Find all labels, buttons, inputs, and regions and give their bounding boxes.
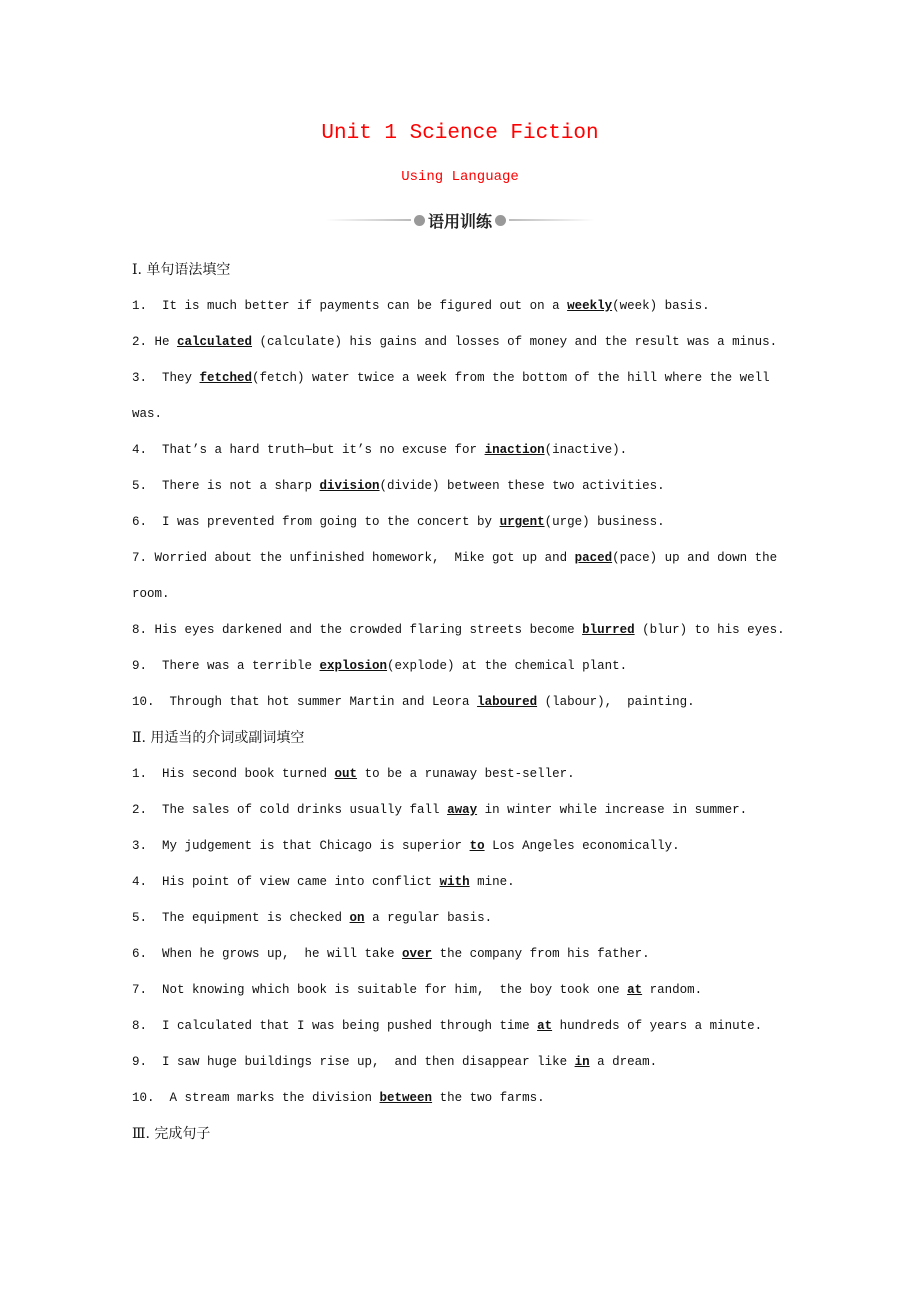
exercise-item xyxy=(132,360,792,432)
exercise-item xyxy=(132,792,792,828)
answer-text: to xyxy=(469,839,485,853)
page-title: Unit 1 Science Fiction xyxy=(321,122,599,145)
question-text: 4. His point of view came into conflict xyxy=(132,875,440,889)
answer-text: weekly xyxy=(567,299,613,313)
exercise-item xyxy=(132,864,792,900)
exercise-item xyxy=(132,1080,792,1116)
bullet-dot-icon xyxy=(414,215,425,226)
exercise-body xyxy=(132,252,792,1152)
exercise-item xyxy=(132,288,792,324)
answer-text: between xyxy=(379,1091,433,1105)
question-text: in winter while increase in summer. xyxy=(477,803,748,817)
section-heading: Ⅰ. 单句语法填空 xyxy=(132,262,231,278)
question-text: 10. Through that hot summer Martin and Leora xyxy=(132,695,478,709)
answer-text: away xyxy=(447,803,478,817)
question-text: 3. My judgement is that Chicago is superior xyxy=(132,839,470,853)
divider-right xyxy=(509,219,595,221)
question-text: a regular basis. xyxy=(364,911,493,925)
section-heading: Ⅲ. 完成句子 xyxy=(132,1126,211,1142)
answer-text: inaction xyxy=(484,443,545,457)
question-text: 9. There was a terrible xyxy=(132,659,320,673)
question-text: 2. He xyxy=(132,335,178,349)
question-text: 1. His second book turned xyxy=(132,767,335,781)
answer-text: in xyxy=(574,1055,590,1069)
question-text: (divide) between these two activities. xyxy=(379,479,665,493)
question-text: 4. That’s a hard truth—but it’s no excuse for xyxy=(132,443,485,457)
question-text: a dream. xyxy=(589,1055,658,1069)
exercise-item xyxy=(132,900,792,936)
question-text: 10. A stream marks the division xyxy=(132,1091,380,1105)
exercise-item xyxy=(132,684,792,720)
question-text: 9. I saw huge buildings rise up, and then disappear like xyxy=(132,1055,575,1069)
question-text: (urge) business. xyxy=(544,515,665,529)
question-text: (blur) to his eyes. xyxy=(634,623,785,637)
exercise-item xyxy=(132,612,792,648)
question-text: (inactive). xyxy=(544,443,628,457)
question-text: mine. xyxy=(469,875,515,889)
question-text: (week) basis. xyxy=(612,299,710,313)
exercise-item xyxy=(132,828,792,864)
question-text: to be a runaway best-seller. xyxy=(357,767,575,781)
question-text: 8. I calculated that I was being pushed through time xyxy=(132,1019,538,1033)
exercise-item xyxy=(132,468,792,504)
page-subtitle: Using Language xyxy=(401,169,519,185)
question-text: Los Angeles economically. xyxy=(484,839,680,853)
answer-text: out xyxy=(334,767,358,781)
exercise-item xyxy=(132,756,792,792)
question-text: (fetch) water twice a week from the bottom of the hill where the well was. xyxy=(132,371,778,421)
exercise-item xyxy=(132,648,792,684)
answer-text: explosion xyxy=(319,659,388,673)
question-text: the company from his father. xyxy=(432,947,650,961)
exercise-item xyxy=(132,1008,792,1044)
exercise-item xyxy=(132,540,792,612)
question-text: 6. I was prevented from going to the concert by xyxy=(132,515,500,529)
answer-text: laboured xyxy=(477,695,538,709)
exercise-item xyxy=(132,432,792,468)
question-text: (explode) at the chemical plant. xyxy=(387,659,628,673)
exercise-item xyxy=(132,936,792,972)
answer-text: calculated xyxy=(177,335,253,349)
banner-label: 语用训练 xyxy=(428,211,493,231)
question-text: hundreds of years a minute. xyxy=(552,1019,763,1033)
section-heading: Ⅱ. 用适当的介词或副词填空 xyxy=(132,730,305,746)
exercise-item xyxy=(132,504,792,540)
answer-text: with xyxy=(439,875,470,889)
question-text: 3. They xyxy=(132,371,200,385)
question-text: 1. It is much better if payments can be figured out on a xyxy=(132,299,568,313)
question-text: (pace) up and down the room. xyxy=(132,551,785,601)
divider-left xyxy=(325,219,411,221)
question-text: 2. The sales of cold drinks usually fall xyxy=(132,803,448,817)
question-text: 5. There is not a sharp xyxy=(132,479,320,493)
question-text: (calculate) his gains and losses of money and the result was a minus. xyxy=(252,335,778,349)
answer-text: division xyxy=(319,479,380,493)
exercise-item xyxy=(132,1044,792,1080)
question-text: 7. Not knowing which book is suitable for him, the boy took one xyxy=(132,983,628,997)
answer-text: urgent xyxy=(499,515,545,529)
answer-text: on xyxy=(349,911,365,925)
question-text: 7. Worried about the unfinished homework, Mike got up and xyxy=(132,551,575,565)
answer-text: fetched xyxy=(199,371,253,385)
question-text: 5. The equipment is checked xyxy=(132,911,350,925)
section-banner xyxy=(325,208,595,232)
exercise-item xyxy=(132,324,792,360)
answer-text: at xyxy=(537,1019,553,1033)
bullet-dot-icon xyxy=(495,215,506,226)
question-text: the two farms. xyxy=(432,1091,545,1105)
answer-text: blurred xyxy=(582,623,635,637)
exercise-item xyxy=(132,972,792,1008)
question-text: (labour), painting. xyxy=(537,695,695,709)
question-text: 6. When he grows up, he will take xyxy=(132,947,403,961)
answer-text: over xyxy=(402,947,433,961)
answer-text: paced xyxy=(574,551,613,565)
answer-text: at xyxy=(627,983,643,997)
question-text: random. xyxy=(642,983,703,997)
question-text: 8. His eyes darkened and the crowded flaring streets become xyxy=(132,623,583,637)
